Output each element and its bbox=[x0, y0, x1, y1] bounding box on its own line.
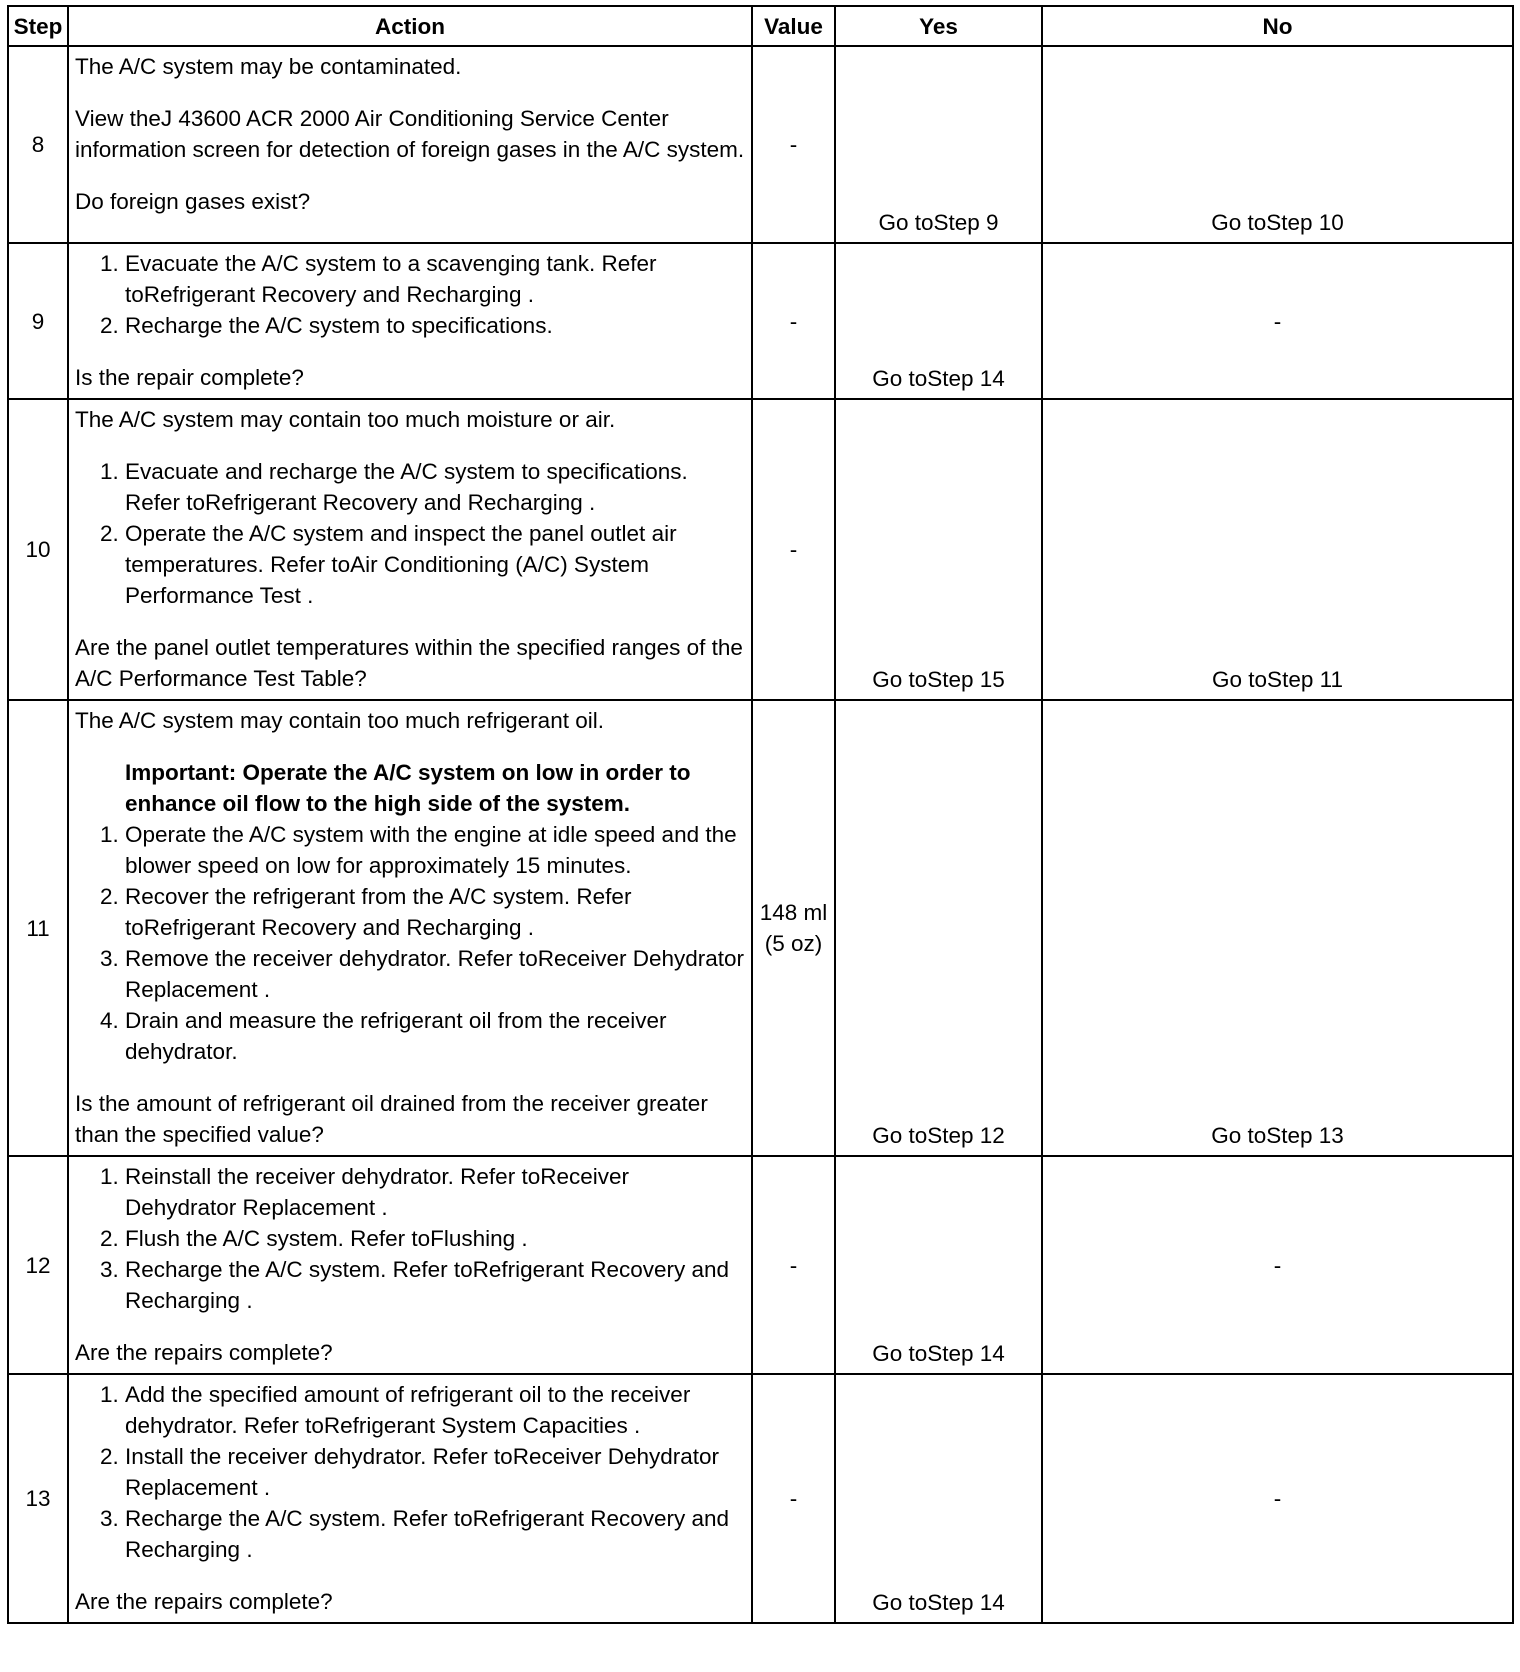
action-intro: The A/C system may contain too much moisture or air. bbox=[75, 407, 616, 432]
yes-cell: Go toStep 15 bbox=[835, 399, 1042, 700]
yes-cell: Go toStep 14 bbox=[835, 1374, 1042, 1623]
yes-cell: Go toStep 14 bbox=[835, 243, 1042, 399]
table-row-step-10 bbox=[8, 399, 1513, 700]
value-cell: - bbox=[752, 1374, 835, 1623]
list-item: 3. Recharge the A/C system. Refer toRefrigerant Recovery and Recharging . bbox=[125, 1254, 745, 1316]
action-list bbox=[75, 456, 745, 611]
action-cell bbox=[68, 399, 752, 700]
action-question: Is the amount of refrigerant oil drained from the receiver greater than the specified value? bbox=[75, 1091, 708, 1147]
value-cell: - bbox=[752, 399, 835, 700]
list-item: 1. Add the specified amount of refrigerant oil to the receiver dehydrator. Refer toRefrigerant System Capacities . bbox=[125, 1379, 745, 1441]
action-question: Do foreign gases exist? bbox=[75, 189, 311, 214]
list-item: 2. Operate the A/C system and inspect the panel outlet air temperatures. Refer toAir Conditioning (A/C) System Performance Test . bbox=[125, 518, 745, 611]
yes-cell: Go toStep 12 bbox=[835, 700, 1042, 1156]
value-metric: 148 ml bbox=[759, 900, 828, 925]
yes-cell: Go toStep 14 bbox=[835, 1156, 1042, 1374]
action-cell bbox=[68, 46, 752, 243]
action-cell bbox=[68, 243, 752, 399]
action-list bbox=[75, 819, 745, 1067]
header-action: Action bbox=[68, 6, 752, 46]
diagnostic-table bbox=[7, 5, 1514, 1624]
no-cell: - bbox=[1042, 1374, 1513, 1623]
list-item: 4. Drain and measure the refrigerant oil from the receiver dehydrator. bbox=[125, 1005, 745, 1067]
value-cell: - bbox=[752, 1156, 835, 1374]
list-item: 2. Flush the A/C system. Refer toFlushing . bbox=[125, 1223, 745, 1254]
list-item: 1. Reinstall the receiver dehydrator. Refer toReceiver Dehydrator Replacement . bbox=[125, 1161, 745, 1223]
no-cell: Go toStep 11 bbox=[1042, 399, 1513, 700]
value-imperial: (5 oz) bbox=[764, 931, 823, 956]
header-step: Step bbox=[8, 6, 68, 46]
action-cell bbox=[68, 1374, 752, 1623]
list-item: 2. Recover the refrigerant from the A/C system. Refer toRefrigerant Recovery and Recharging . bbox=[125, 881, 745, 943]
value-cell: - bbox=[752, 243, 835, 399]
list-item: 3. Recharge the A/C system. Refer toRefrigerant Recovery and Recharging . bbox=[125, 1503, 745, 1565]
action-body: View theJ 43600 ACR 2000 Air Conditioning Service Center information screen for detection of foreign gases in the A/C system. bbox=[75, 106, 745, 162]
table-row-step-12 bbox=[8, 1156, 1513, 1374]
header-yes: Yes bbox=[835, 6, 1042, 46]
action-question: Are the repairs complete? bbox=[75, 1589, 333, 1614]
yes-cell: Go toStep 9 bbox=[835, 46, 1042, 243]
action-intro: The A/C system may be contaminated. bbox=[75, 54, 462, 79]
list-item: 1. Evacuate and recharge the A/C system to specifications. Refer toRefrigerant Recovery and Recharging . bbox=[125, 456, 745, 518]
table-row-step-9 bbox=[8, 243, 1513, 399]
list-item: 1. Operate the A/C system with the engine at idle speed and the blower speed on low for approximately 15 minutes. bbox=[125, 819, 745, 881]
list-item: 3. Remove the receiver dehydrator. Refer toReceiver Dehydrator Replacement . bbox=[125, 943, 745, 1005]
action-list bbox=[75, 1379, 745, 1565]
step-number: 9 bbox=[8, 243, 68, 399]
action-cell bbox=[68, 700, 752, 1156]
header-row bbox=[8, 6, 1513, 46]
action-question: Are the panel outlet temperatures within the specified ranges of the A/C Performance Test Table? bbox=[75, 635, 743, 691]
value-cell bbox=[752, 700, 835, 1156]
step-number: 10 bbox=[8, 399, 68, 700]
action-list bbox=[75, 248, 745, 341]
action-question: Is the repair complete? bbox=[75, 365, 304, 390]
step-number: 11 bbox=[8, 700, 68, 1156]
table-row-step-11 bbox=[8, 700, 1513, 1156]
action-intro: The A/C system may contain too much refrigerant oil. bbox=[75, 708, 604, 733]
no-cell: Go toStep 10 bbox=[1042, 46, 1513, 243]
no-cell: - bbox=[1042, 1156, 1513, 1374]
list-item: 2. Install the receiver dehydrator. Refer toReceiver Dehydrator Replacement . bbox=[125, 1441, 745, 1503]
table-row-step-13 bbox=[8, 1374, 1513, 1623]
no-cell: - bbox=[1042, 243, 1513, 399]
list-item: 2. Recharge the A/C system to specifications. bbox=[125, 310, 745, 341]
step-number: 13 bbox=[8, 1374, 68, 1623]
header-no: No bbox=[1042, 6, 1513, 46]
important-note: Important: Operate the A/C system on low in order to enhance oil flow to the high side of the system. bbox=[125, 760, 691, 816]
action-question: Are the repairs complete? bbox=[75, 1340, 333, 1365]
table-row-step-8 bbox=[8, 46, 1513, 243]
header-value: Value bbox=[752, 6, 835, 46]
step-number: 12 bbox=[8, 1156, 68, 1374]
value-cell: - bbox=[752, 46, 835, 243]
action-cell bbox=[68, 1156, 752, 1374]
no-cell: Go toStep 13 bbox=[1042, 700, 1513, 1156]
list-item: 1. Evacuate the A/C system to a scavenging tank. Refer toRefrigerant Recovery and Recharging . bbox=[125, 248, 745, 310]
step-number: 8 bbox=[8, 46, 68, 243]
action-list bbox=[75, 1161, 745, 1316]
